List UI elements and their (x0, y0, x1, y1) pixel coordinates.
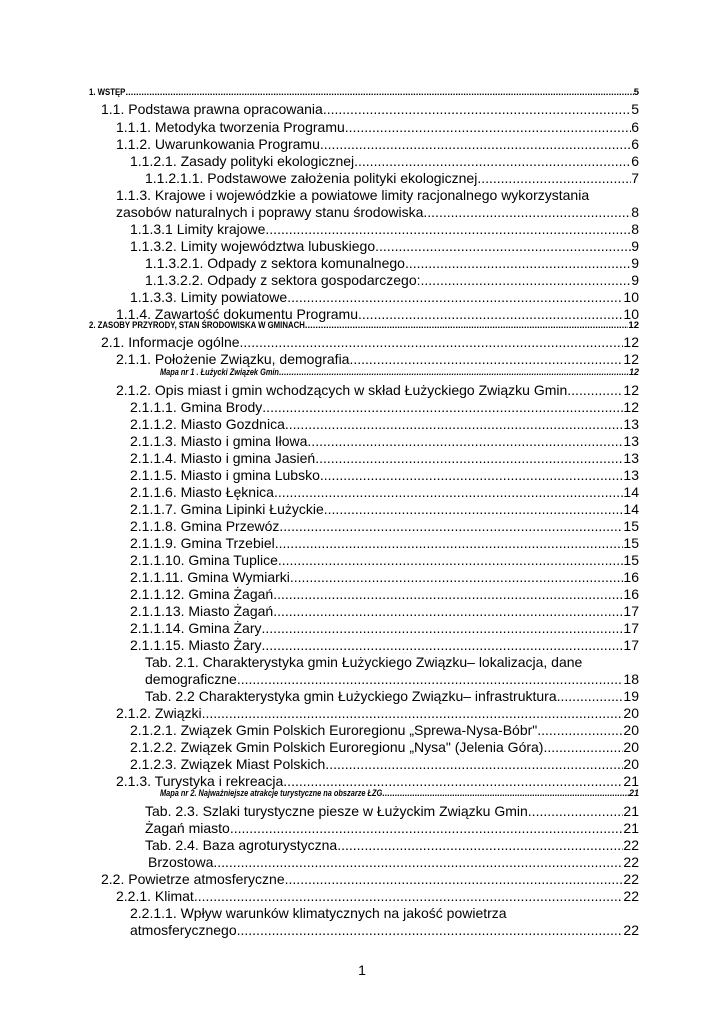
toc-dot-leader (279, 518, 623, 534)
toc-entry-title: zasobów naturalnych i poprawy stanu środowiska (116, 204, 424, 220)
toc-dot-leader (305, 320, 629, 331)
toc-entry[interactable] (130, 467, 639, 483)
toc-dot-leader (237, 922, 624, 938)
toc-entry[interactable] (116, 351, 639, 367)
toc-dot-leader (289, 416, 624, 432)
toc-entry-page: 21 (623, 820, 639, 836)
toc-entry-title: 2.1.1.7. Gmina Lipinki Łużyckie (130, 501, 324, 517)
toc-entry-title: 2.2. Powietrze atmosferyczne (101, 871, 285, 887)
toc-entry[interactable] (160, 788, 639, 798)
toc-dot-leader (125, 87, 633, 98)
toc-entry[interactable] (130, 416, 639, 432)
toc-entry[interactable] (130, 518, 639, 534)
toc-entry-page: 13 (623, 433, 639, 449)
toc-entry-title: 1.1.2.1. Zasady polityki ekologicznej (130, 153, 355, 169)
toc-entry-page: 21 (628, 788, 639, 798)
toc-entry-title: Tab. 2.3. Szlaki turystyczne piesze w Łużyckim Związku Gmin (145, 803, 528, 819)
toc-dot-leader (285, 871, 624, 887)
toc-entry[interactable] (116, 705, 639, 721)
toc-dot-leader (240, 334, 624, 350)
toc-entry-page: 22 (623, 922, 639, 938)
toc-entry-page: 12 (628, 367, 639, 377)
toc-dot-leader (213, 854, 623, 870)
toc-entry-title: 1.1. Podstawa prawna opracowania (101, 101, 323, 117)
toc-entry[interactable] (101, 871, 639, 887)
toc-entry-title: 1.1.3.1 Limity krajowe (130, 221, 266, 237)
toc-entry[interactable] (145, 170, 639, 186)
toc-entry-page: 6 (631, 136, 639, 152)
toc-entry[interactable] (130, 569, 639, 585)
toc-entry[interactable] (145, 837, 639, 853)
toc-entry-page: 6 (631, 153, 639, 169)
toc-entry-title: 1.1.4. Zawartość dokumentu Programu (116, 306, 359, 322)
toc-entry-title: Brzostowa (148, 854, 214, 870)
toc-entry-page: 22 (623, 888, 639, 904)
toc-entry-title: 2.2.1. Klimat (116, 888, 194, 904)
toc-entry-page: 22 (623, 871, 639, 887)
toc-entry-page: 12 (623, 399, 639, 415)
toc-entry[interactable] (145, 803, 639, 819)
toc-entry-text: Tab. 2.1. Charakterystyka gmin Łużyckiego Związku– lokalizacja, dane (145, 654, 583, 670)
toc-dot-leader (315, 450, 623, 466)
toc-entry[interactable] (130, 221, 639, 237)
toc-entry-title: 2.1.1.11. Gmina Wymiarki (130, 569, 290, 585)
toc-entry[interactable] (116, 773, 639, 789)
toc-entry-title: 2.1.1.4. Miasto i gmina Jasień (130, 450, 316, 466)
toc-entry[interactable] (130, 722, 639, 738)
toc-dot-leader (375, 238, 631, 254)
toc-entry[interactable] (145, 688, 639, 704)
toc-entry[interactable] (145, 820, 639, 836)
toc-entry-title: 2.1.2.3. Związek Miast Polskich. (130, 756, 330, 772)
toc-entry-title: 2.1.1.1. Gmina Brody (130, 399, 263, 415)
toc-dot-leader (324, 501, 624, 517)
toc-entry-title: atmosferycznego (130, 922, 237, 938)
toc-dot-leader (354, 153, 631, 169)
toc-entry[interactable] (130, 450, 639, 466)
toc-entry-page: 20 (623, 722, 639, 738)
toc-entry-page: 12 (623, 351, 639, 367)
toc-entry-page: 10 (623, 289, 639, 305)
toc-entry-title: 2. ZASOBY PRZYRODY, STAN ŚRODOWISKA W GMINACH (89, 320, 305, 331)
toc-dot-leader (278, 552, 624, 568)
toc-entry[interactable] (116, 119, 639, 135)
toc-entry-page: 19 (623, 688, 639, 704)
toc-entry-title: Tab. 2.2 Charakterystyka gmin Łużyckiego Związku– infrastruktura. (145, 688, 561, 704)
toc-entry-title: 1.1.2.1.1. Podstawowe założenia polityki ekologicznej (145, 170, 478, 186)
toc-entry-page: 13 (623, 416, 639, 432)
toc-dot-leader (273, 603, 623, 619)
toc-entry[interactable] (130, 637, 639, 653)
toc-entry-page: 12 (623, 382, 639, 398)
toc-entry-text: 1.1.3. Krajowe i wojewódzkie a powiatowe limity racjonalnego wykorzystania (116, 187, 590, 203)
toc-entry-page: 7 (631, 170, 639, 186)
toc-dot-leader (405, 255, 631, 271)
toc-dot-leader (262, 637, 624, 653)
toc-entry-page: 22 (623, 854, 639, 870)
toc-dot-leader (567, 382, 623, 398)
toc-entry-title: 2.1.1.3. Miasto i gmina Iłowa (130, 433, 308, 449)
toc-entry-title: 2.1.1.10. Gmina Tuplice (130, 552, 278, 568)
toc-dot-leader (202, 705, 624, 721)
toc-entry[interactable] (116, 136, 639, 152)
toc-dot-leader (230, 820, 624, 836)
toc-entry-title: 1. WSTĘP (89, 87, 126, 98)
toc-dot-leader (290, 569, 624, 585)
toc-entry[interactable] (130, 586, 639, 602)
toc-dot-leader (477, 170, 631, 186)
toc-entry-title: 2.1.1.13. Miasto Żagań (130, 603, 274, 619)
toc-dot-leader (283, 773, 623, 789)
toc-dot-leader (423, 204, 631, 220)
toc-entry-title: 2.1.2. Opis miast i gmin wchodzących w skład Łużyckiego Związku Gmin (116, 382, 568, 398)
toc-dot-leader (543, 739, 623, 755)
toc-entry-title: Żagań miasto (145, 820, 230, 836)
toc-dot-leader (287, 289, 623, 305)
toc-entry-page: 18 (623, 671, 639, 687)
toc-entry[interactable] (130, 922, 639, 938)
toc-entry-title: 2.1.1.6. Miasto Łęknica (130, 484, 274, 500)
toc-dot-leader (307, 433, 623, 449)
toc-entry-title: 2.1.1.9. Gmina Trzebiel (130, 535, 275, 551)
toc-entry-title: 1.1.2. Uwarunkowania Programu (116, 136, 320, 152)
toc-entry-title: 2.1.1.2. Miasto Gozdnica. (130, 416, 289, 432)
toc-entry[interactable] (130, 289, 639, 305)
toc-entry-title: 2.1.1. Położenie Związku, demografia (116, 351, 350, 367)
toc-entry-page: 22 (623, 837, 639, 853)
toc-entry-page: 16 (623, 586, 639, 602)
toc-entry-page: 5 (633, 87, 639, 98)
toc-entry-title: 2.1. Informacje ogólne (101, 334, 240, 350)
toc-entry-page: 12 (623, 334, 639, 350)
toc-entry-title: 2.1.3. Turystyka i rekreacja (116, 773, 284, 789)
toc-entry-title: Mapa nr 1 . Łużycki Związek Gmin (160, 367, 279, 377)
toc-entry[interactable] (130, 739, 639, 755)
toc-entry[interactable] (130, 535, 639, 551)
toc-entry-page: 9 (631, 238, 639, 254)
toc-dot-leader (262, 620, 624, 636)
toc-entry-title: 1.1.1. Metodyka tworzenia Programu (116, 119, 345, 135)
toc-dot-leader (320, 136, 631, 152)
toc-entry[interactable] (130, 756, 639, 772)
toc-entry[interactable] (130, 238, 639, 254)
toc-entry-title: Tab. 2.4. Baza agroturystyczna (145, 837, 338, 853)
toc-entry-page: 10 (623, 306, 639, 322)
toc-entry-title: 2.1.1.14. Gmina Żary (130, 620, 262, 636)
toc-entry-page: 15 (623, 535, 639, 551)
toc-entry-page: 15 (623, 518, 639, 534)
toc-dot-leader (275, 535, 624, 551)
toc-entry[interactable] (145, 272, 639, 288)
toc-entry-title: 2.1.2.2. Związek Gmin Polskich Euroregionu „Nysa" (Jelenia Góra) (130, 739, 544, 755)
toc-dot-leader (541, 722, 623, 738)
toc-entry-page: 12 (628, 320, 639, 331)
toc-entry-page: 16 (623, 569, 639, 585)
toc-entry-title: 2.1.2.1. Związek Gmin Polskich Euroregionu „Sprewa-Nysa-Bóbr". (130, 722, 542, 738)
toc-entry-page: 9 (631, 272, 639, 288)
toc-dot-leader (265, 221, 631, 237)
toc-entry-page: 6 (631, 119, 639, 135)
toc-dot-leader (262, 399, 623, 415)
toc-entry-page: 20 (623, 705, 639, 721)
toc-entry[interactable] (130, 552, 639, 568)
toc-entry[interactable] (160, 367, 639, 377)
toc-entry[interactable] (130, 399, 639, 415)
toc-entry-page: 21 (623, 803, 639, 819)
toc-entry[interactable] (89, 320, 639, 331)
toc-entry[interactable] (101, 101, 639, 117)
toc-entry[interactable] (130, 620, 639, 636)
toc-dot-leader (329, 756, 623, 772)
toc-entry[interactable] (116, 204, 639, 220)
toc-dot-leader (323, 101, 631, 117)
toc-entry-page: 15 (623, 552, 639, 568)
toc-entry-page: 14 (623, 501, 639, 517)
toc-entry-page: 13 (623, 467, 639, 483)
toc-dot-leader (279, 367, 629, 377)
toc-entry[interactable] (116, 888, 639, 904)
toc-entry-text: 2.2.1.1. Wpływ warunków klimatycznych na jakość powietrza (130, 905, 507, 921)
toc-entry[interactable] (101, 334, 639, 350)
toc-entry-page: 5 (631, 101, 639, 117)
toc-entry-title: 2.1.1.15. Miasto Żary (130, 637, 262, 653)
toc-entry[interactable] (130, 603, 639, 619)
toc-entry[interactable] (148, 854, 639, 870)
toc-entry-title: 2.1.1.5. Miasto i gmina Lubsko (130, 467, 320, 483)
toc-entry[interactable] (130, 433, 639, 449)
toc-entry[interactable] (130, 484, 639, 500)
toc-dot-leader (349, 351, 623, 367)
toc-entry-page: 17 (623, 603, 639, 619)
toc-entry-title: 2.1.1.8. Gmina Przewóz (130, 518, 280, 534)
toc-entry-page: 9 (631, 255, 639, 271)
toc-entry-page: 20 (623, 739, 639, 755)
toc-entry-page: 17 (623, 620, 639, 636)
toc-dot-leader (561, 688, 624, 704)
toc-entry-title: 1.1.3.2.2. Odpady z sektora gospodarczego: (145, 272, 421, 288)
toc-entry-title: 2.1.2. Związki (116, 705, 202, 721)
page-number: 1 (358, 962, 366, 978)
toc-entry-title: demograficzne (145, 671, 237, 687)
toc-dot-leader (345, 119, 631, 135)
toc-dot-leader (382, 788, 629, 798)
toc-entry[interactable] (145, 255, 639, 271)
toc-entry[interactable] (130, 153, 639, 169)
toc-entry-title: 1.1.3.2. Limity województwa lubuskiego (130, 238, 376, 254)
toc-entry-title: 1.1.3.3. Limity powiatowe (130, 289, 288, 305)
toc-entry[interactable] (130, 501, 639, 517)
toc-dot-leader (337, 837, 623, 853)
toc-entry[interactable] (89, 87, 639, 98)
toc-entry[interactable] (116, 382, 639, 398)
toc-dot-leader (237, 671, 624, 687)
toc-dot-leader (320, 467, 624, 483)
toc-entry-title: 1.1.3.2.1. Odpady z sektora komunalnego (145, 255, 405, 271)
toc-entry[interactable] (145, 671, 639, 687)
toc-dot-leader (421, 272, 632, 288)
toc-dot-leader (273, 586, 623, 602)
toc-entry-page: 20 (623, 756, 639, 772)
toc-entry-title: 2.1.1.12. Gmina Żagań (130, 586, 274, 602)
toc-entry-page: 8 (631, 204, 639, 220)
toc-dot-leader (194, 888, 624, 904)
toc-entry-page: 8 (631, 221, 639, 237)
toc-entry-page: 13 (623, 450, 639, 466)
toc-entry-title: Mapa nr 2. Najważniejsze atrakcje turystyczne na obszarze ŁZG (160, 788, 383, 798)
toc-entry-page: 17 (623, 637, 639, 653)
toc-dot-leader (528, 803, 624, 819)
toc-entry-page: 14 (623, 484, 639, 500)
toc-dot-leader (274, 484, 623, 500)
toc-entry-page: 21 (623, 773, 639, 789)
